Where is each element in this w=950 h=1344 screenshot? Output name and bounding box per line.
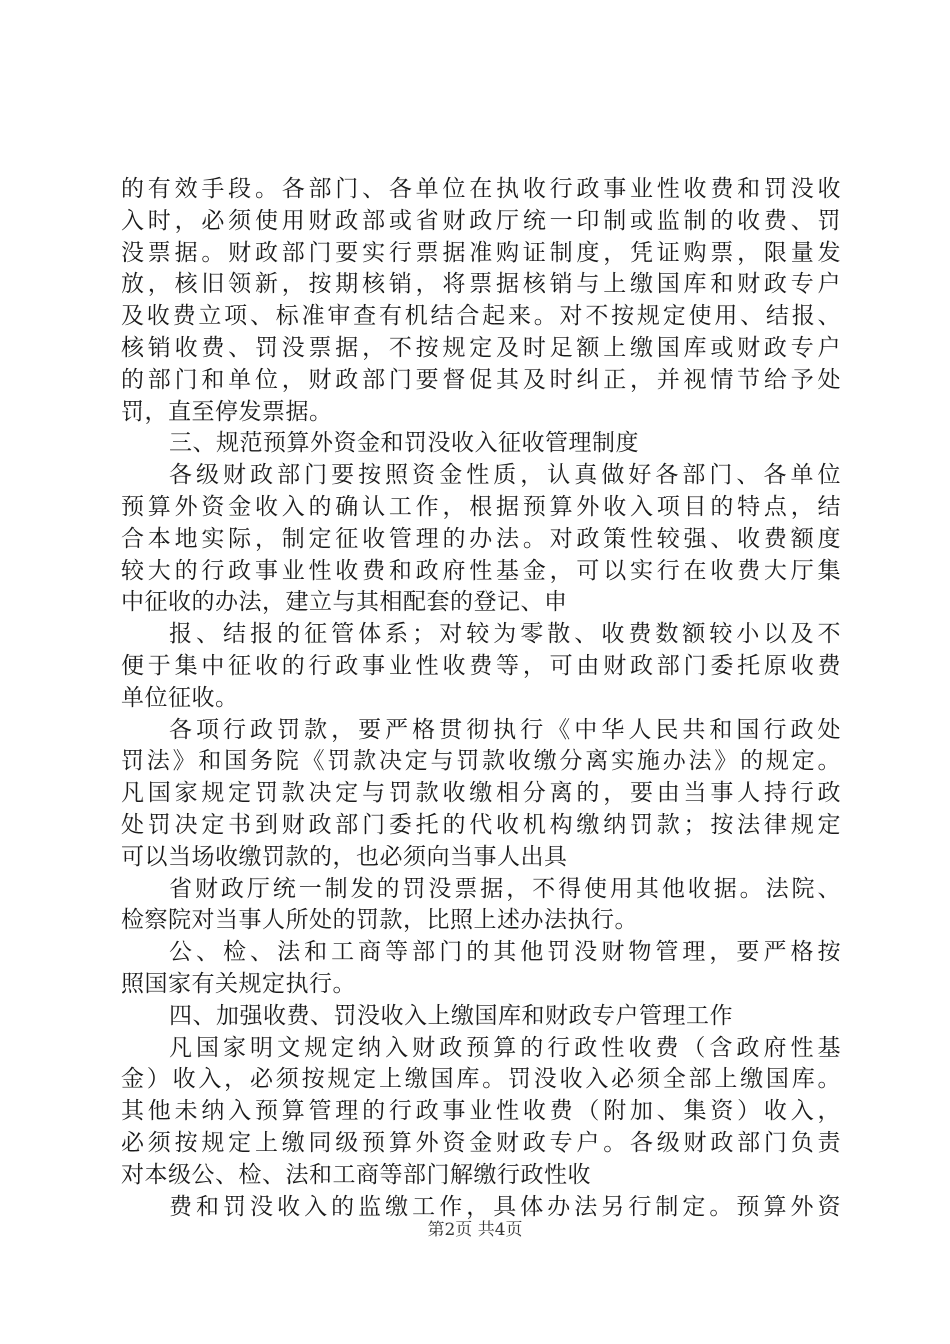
text-line: 必须按规定上缴同级预算外资金财政专户。各级财政部门负责 (121, 1129, 841, 1156)
text-line: 报、结报的征管体系；对较为零散、收费数额较小以及不 (169, 621, 841, 648)
text-line: 预算外资金收入的确认工作，根据预算外收入项目的特点，结 (121, 493, 841, 520)
text-line: 便于集中征收的行政事业性收费等，可由财政部门委托原收费 (121, 652, 841, 679)
text-line: 三、规范预算外资金和罚没收入征收管理制度 (169, 430, 639, 457)
text-line: 费和罚没收入的监缴工作，具体办法另行制定。预算外资 (169, 1193, 841, 1220)
text-line: 各项行政罚款，要严格贯彻执行《中华人民共和国行政处 (169, 716, 841, 743)
text-line: 及收费立项、标准审查有机结合起来。对不按规定使用、结报、 (121, 303, 841, 330)
text-line: 省财政厅统一制发的罚没票据，不得使用其他收据。法院、 (169, 875, 841, 902)
text-line: 对本级公、检、法和工商等部门解缴行政性收 (121, 1161, 591, 1188)
text-line: 没票据。财政部门要实行票据准购证制度，凭证购票，限量发 (121, 239, 841, 266)
text-line: 合本地实际，制定征收管理的办法。对政策性较强、收费额度 (121, 525, 841, 552)
text-line: 凡国家规定罚款决定与罚款收缴相分离的，要由当事人持行政 (121, 780, 841, 807)
text-line: 罚，直至停发票据。 (121, 398, 333, 425)
text-line: 可以当场收缴罚款的，也必须向当事人出具 (121, 843, 568, 870)
text-line: 四、加强收费、罚没收入上缴国库和财政专户管理工作 (169, 1002, 733, 1029)
text-line: 处罚决定书到财政部门委托的代收机构缴纳罚款；按法律规定 (121, 811, 841, 838)
text-line: 较大的行政事业性收费和政府性基金，可以实行在收费大厅集 (121, 557, 841, 584)
text-line: 的部门和单位，财政部门要督促其及时纠正，并视情节给予处 (121, 366, 841, 393)
text-line: 中征收的办法，建立与其相配套的登记、申 (121, 589, 568, 616)
text-line: 其他未纳入预算管理的行政事业性收费（附加、集资）收入， (121, 1098, 841, 1125)
text-line: 公、检、法和工商等部门的其他罚没财物管理，要严格按 (169, 939, 841, 966)
text-line: 放，核旧领新，按期核销，将票据核销与上缴国库和财政专户 (121, 271, 841, 298)
body-text (121, 174, 841, 1223)
text-line: 照国家有关规定执行。 (121, 970, 356, 997)
text-line: 凡国家明文规定纳入财政预算的行政性收费（含政府性基 (169, 1034, 841, 1061)
page-number-footer: 第2页 共4页 (427, 1220, 523, 1240)
text-line: 入时，必须使用财政部或省财政厅统一印制或监制的收费、罚 (121, 207, 841, 234)
text-line: 核销收费、罚没票据，不按规定及时足额上缴国库或财政专户 (121, 334, 841, 361)
text-line: 的有效手段。各部门、各单位在执收行政事业性收费和罚没收 (121, 176, 841, 202)
text-line: 各级财政部门要按照资金性质，认真做好各部门、各单位 (169, 462, 841, 489)
text-line: 罚法》和国务院《罚款决定与罚款收缴分离实施办法》的规定。 (121, 748, 841, 775)
text-line: 检察院对当事人所处的罚款，比照上述办法执行。 (121, 907, 638, 934)
text-line: 金）收入，必须按规定上缴国库。罚没收入必须全部上缴国库。 (121, 1066, 841, 1093)
text-line: 单位征收。 (121, 684, 239, 711)
